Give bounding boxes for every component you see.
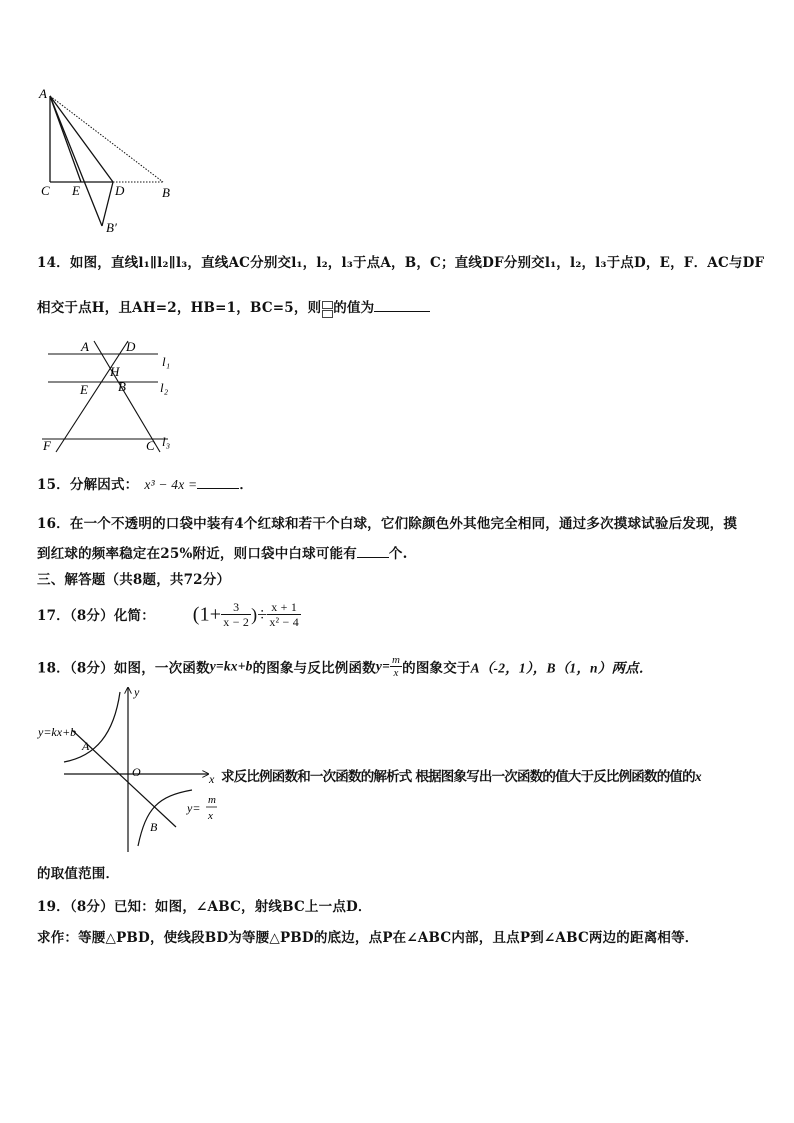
label-B: B	[118, 379, 126, 394]
label-A: A	[82, 739, 90, 753]
q14-text-2: 相交于点H，且AH=2，HB=1，BC=5，则	[37, 300, 322, 316]
label-C: C	[146, 438, 155, 453]
q15-text: 15．分解因式：	[37, 477, 139, 493]
label-l3: l₃	[162, 434, 171, 449]
label-C: C	[41, 183, 50, 198]
section-3-title: 三、解答题（共8题，共72分）	[37, 572, 231, 588]
label-A: A	[81, 339, 89, 354]
segment-AB-prime	[50, 96, 102, 226]
q17-close-divide: )÷	[251, 604, 268, 624]
q18-frac-den: x	[393, 667, 399, 679]
q13-figure	[36, 86, 186, 236]
q18-side: 求反比例函数和一次函数的解析式 根据图象写出一次函数的值大于反比例函数的值的	[221, 769, 695, 785]
q18-pre: 18．（8分）如图，一次函数	[37, 660, 210, 677]
q18-point-B: B（1，n）两点．	[546, 660, 653, 676]
label-B-prime: B′	[106, 220, 117, 235]
label-O: O	[132, 765, 141, 779]
line-AC	[94, 341, 160, 452]
q15-expression: x³ − 4x =	[144, 477, 198, 492]
q17-label: 17．（8分）化简：	[37, 608, 155, 625]
q15	[37, 473, 253, 493]
q18-tail: 的取值范围．	[37, 866, 120, 882]
q18-frac-num: m	[391, 654, 401, 666]
label-D: D	[126, 339, 136, 354]
q14-text-1: 14．如图，直线l₁∥l₂∥l₃，直线AC分别交l₁，l₂，l₃于点A，B，C；直线DF分别交l₁，l₂，l₃于点D，E，F．AC与DF	[37, 255, 765, 271]
q17-f1-numerator: 3	[221, 600, 251, 615]
label-E: E	[80, 382, 88, 397]
q16-text-3: 个.	[388, 546, 408, 562]
label-D: D	[115, 183, 125, 198]
q17-fraction-1	[221, 600, 251, 629]
q17-expression	[192, 600, 301, 629]
q14-answer-blank[interactable]	[374, 311, 430, 312]
q14-line1	[37, 251, 764, 271]
label-B: B	[162, 185, 170, 200]
q18-fraction	[390, 654, 402, 679]
q18-mid: 的图象与反比例函数	[252, 660, 376, 677]
label-x-den: x	[208, 810, 213, 822]
q19-text-1: 19．（8分）已知：如图，∠ABC，射线BC上一点D．	[37, 899, 372, 915]
line-DF	[56, 341, 128, 452]
q17-f1-denominator: x − 2	[223, 615, 250, 629]
label-E: E	[72, 183, 80, 198]
q16-text-1: 16．在一个不透明的口袋中装有4个红球和若干个白球，它们除颜色外其他完全相同，通过多次摸球试验后发现，摸	[37, 516, 738, 532]
label-A: A	[39, 86, 47, 101]
q19-line1	[37, 895, 372, 915]
q18-figure	[36, 684, 222, 856]
label-B: B	[150, 820, 158, 834]
q16-line2	[37, 542, 408, 562]
q16-line1	[37, 512, 737, 532]
segment-AD	[50, 96, 113, 182]
q18-line1	[37, 654, 653, 679]
label-l2: l₂	[160, 380, 169, 395]
q18-yeq: y=	[375, 658, 390, 674]
q18-point-A: A（-2，1），	[470, 660, 547, 676]
q15-answer-blank[interactable]	[197, 488, 239, 489]
q14-text-3: 的值为	[333, 300, 375, 316]
q18-linear: y=kx+b	[209, 658, 253, 674]
q14-line2	[37, 296, 430, 318]
section-title	[37, 568, 230, 588]
q17-f2-numerator: x + 1	[267, 600, 301, 615]
q16-answer-blank[interactable]	[357, 557, 389, 558]
q19-line2	[37, 926, 699, 946]
q17-f2-denominator: x² − 4	[269, 615, 299, 629]
label-linear: y=kx+b	[38, 725, 77, 739]
q18-tail-line	[37, 862, 119, 882]
q18-post: 的图象交于	[402, 660, 471, 677]
q15-period: ．	[239, 477, 254, 493]
q16-text-2: 到红球的频率稳定在25%附近，则口袋中白球可能有	[37, 546, 357, 562]
label-yeq: y=	[187, 801, 201, 815]
label-F: F	[43, 438, 51, 453]
q14-figure	[36, 336, 186, 456]
placeholder-fraction-icon	[321, 300, 333, 318]
q18-side-text	[221, 765, 701, 785]
q17-fraction-2	[267, 600, 301, 629]
label-m: m	[208, 794, 216, 806]
q17	[37, 600, 301, 629]
label-x-axis: x	[209, 772, 215, 786]
q18-side-x: x	[694, 769, 701, 784]
label-l1: l₁	[162, 354, 171, 369]
q17-open-paren: (1+	[192, 603, 222, 625]
q19-text-2: 求作：等腰△PBD，使线段BD为等腰△PBD的底边，点P在∠ABC内部，且点P到∠ABC两边的距离相等．	[37, 930, 699, 946]
label-H: H	[110, 364, 120, 379]
label-y-axis: y	[134, 685, 140, 699]
